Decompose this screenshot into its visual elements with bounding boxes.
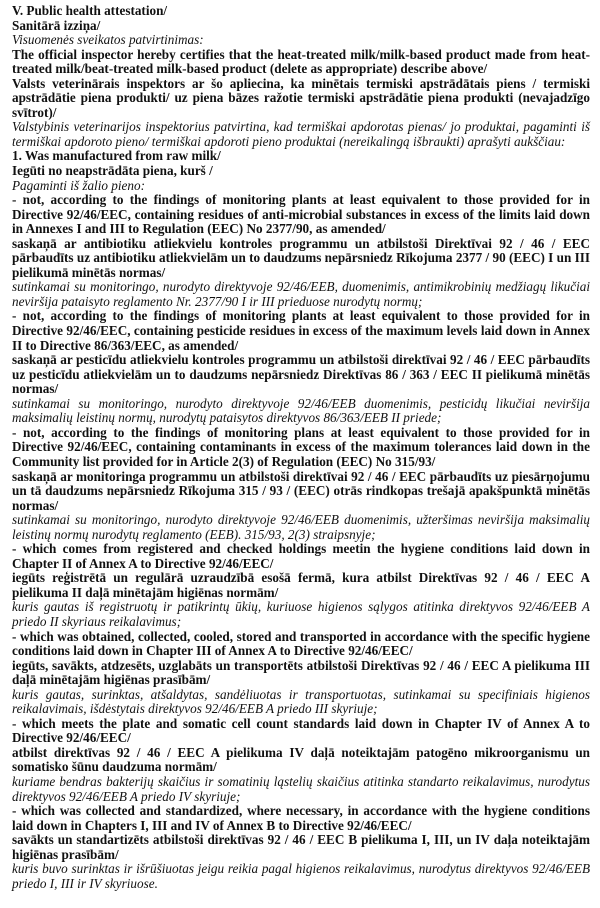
paragraph: - which comes from registered and checked holdings meetin the hygiene conditions laid down in Chapter II of Annex A to Directive 92/46/EEC/ (12, 541, 590, 571)
paragraph: Valsts veterinārais inspektors ar šo apliecina, ka minētais termiski apstrādātais piens / termiski apstrādātie piena produkti/ uz piena bāzes ražotie termiski apstrādātie piena produkti (nevajadzīgo svītrot)/ (12, 75, 590, 120)
paragraph: - which was obtained, collected, cooled, stored and transported in accordance with the specific hygiene conditions laid down in Chapter III of Annex A to Directive 92/46/EEC/ (12, 628, 590, 659)
lithuanian-paragraph: kuris buvo surinktas ir išrūšiuotas jeigu reikia pagal higienos reikalavimus, nurodytus direktyvos 92/46/EEB priedo I, III ir IV skyriuose. (12, 861, 590, 891)
lithuanian-paragraph: kuris gautas iš registruotų ir patikrintų ūkių, kuriuose higienos sąlygos atitinka direktyvos 92/46/EEB A priedo II skyriaus reikalavimus; (12, 599, 590, 629)
lithuanian-paragraph: Valstybinis veterinarijos inspektorius patvirtina, kad termiškai apdorotas pienas/ jo produktai, pagaminti iš termiškai apdoroto pieno/ termiškai apdoroti pieno produktai (nereikalingą išbraukti) aprašyti aukščiau: (12, 119, 590, 149)
paragraph: saskaņā ar antibiotiku atliekvielu kontroles programmu un atbilstoši Direktīvai 92 / 46 / EEC pārbaudīts uz antibiotiku atliekvielām un to daudzums nepārsniedz Rīkojuma 2377 / 90 (EEC) I un III pielikumā minētās normas/ (12, 235, 590, 280)
lithuanian-paragraph: sutinkamai su monitoringo, nurodyto direktyvoje 92/46/EEB, duomenimis, antimikrobinių medžiagų likučiai neviršija pataisyto reglamento Nr. 2377/90 I ir III prieduose nurodytų normų; (12, 279, 590, 309)
paragraph: Sanitārā izziņa/ (12, 17, 101, 33)
paragraph: - not, according to the findings of monitoring plants at least equivalent to those provided for in Directive 92/46/EEC, containing pesticide residues in excess of the maximum levels laid down in Annex II to Directive 86/363/EEC, as amended/ (12, 308, 590, 353)
paragraph: Iegūti no neapstrādāta piena, kurš / (12, 163, 213, 179)
lithuanian-paragraph: sutinkamai su monitoringo, nurodyto direktyvoje 92/46/EEB duomenimis, užteršimas neviršija maksimalių leistinų normų nurodytų reglamento (EEB). 315/93, 2(3) straipsnyje; (12, 512, 590, 542)
paragraph: savākts un standartizēts atbilstoši direktīvas 92 / 46 / EEC B pielikuma I, III, un IV daļa noteiktajām higiēnas prasībām/ (12, 832, 590, 862)
paragraph: - not, according to the findings of monitoring plants at least equivalent to those provided for in Directive 92/46/EEC, containing residues of anti-microbial substances in excess of the limits laid down in Annexes I and III to Regulation (EEC) No 2377/90, as amended/ (12, 192, 590, 237)
paragraph: iegūts, savākts, atdzesēts, uzglabāts un transportēts atbilstoši Direktīvas 92 / 46 / EEC A pielikuma III daļā minētajām higiēnas prasībām/ (12, 657, 590, 688)
paragraph: saskaņā ar pesticīdu atliekvielu kontroles programmu un atbilstoši direktīvai 92 / 46 / EEC pārbaudīts uz pesticīdu atliekvielām un to daudzums nepārsniedz Direktīvas 86 / 363 / EEC II pielikumā minētās normas/ (12, 352, 590, 397)
paragraph: V. Public health attestation/ (12, 3, 168, 18)
lithuanian-paragraph: kuriame bendras bakterijų skaičius ir somatinių ląstelių skaičius atitinka standarto reikalavimus, nurodytus direktyvos 92/46/EEB A priedo IV skyriuje; (12, 773, 590, 804)
lithuanian-paragraph: Visuomenės sveikatos patvirtinimas: (12, 32, 204, 48)
lithuanian-paragraph: kuris gautas, surinktas, atšaldytas, sandėliuotas ir transportuotas, sutinkamai su specifiniais higienos reikalavimais, išdėstytais direktyvos 92/46/EEB A priedo III skyriuje; (12, 686, 590, 717)
paragraph: atbilst direktīvas 92 / 46 / EEC A pielikuma IV daļā noteiktajām patogēno mikroorganismu un somatisko šūnu daudzuma normām/ (12, 744, 590, 775)
paragraph: - which was collected and standardized, where necessary, in accordance with the hygiene conditions laid down in Chapters I, III and IV of Annex B to Directive 92/46/EEC/ (12, 803, 590, 833)
paragraph: - not, according to the findings of monitoring plans at least equivalent to those provided for in Directive 92/46/EEC, containing contaminants in excess of the maximum tolerances laid down in the Community list provided for in Article 2(3) of Regulation (EEC) No 315/93/ (12, 424, 590, 469)
paragraph: 1. Was manufactured from raw milk/ (12, 148, 221, 164)
lithuanian-paragraph: Pagaminti iš žalio pieno: (12, 177, 145, 193)
lithuanian-paragraph: sutinkamai su monitoringo, nurodyto direktyvoje 92/46/EEB duomenimis, pesticidų likučiai neviršija maksimalių leistinų normų, nurodytų pataisytos direktyvos 86/363/EEB II priede; (12, 395, 590, 426)
public-health-attestation-document (12, 4, 590, 891)
paragraph: - which meets the plate and somatic cell count standards laid down in Chapter IV of Annex A to Directive 92/46/EEC/ (12, 715, 590, 746)
paragraph: The official inspector hereby certifies that the heat-treated milk/milk-based product made from heat-treated milk/beat-treated milk-based product (delete as appropriate) describe above/ (12, 46, 590, 77)
paragraph: iegūts reģistrētā un regulārā uzraudzībā esošā fermā, kura atbilst Direktīvas 92 / 46 / EEC A pielikuma II daļā minētajām higiēnas normām/ (12, 570, 590, 600)
paragraph: saskaņā ar monitoringa programmu un atbilstoši direktīvai 92 / 46 / EEC pārbaudīts uz piesārņojumu un tā daudzums nepārsniedz Rīkojuma 315 / 93 / (EEC) otrās rindkopas trešajā apakšpunktā minētās normas/ (12, 468, 590, 513)
